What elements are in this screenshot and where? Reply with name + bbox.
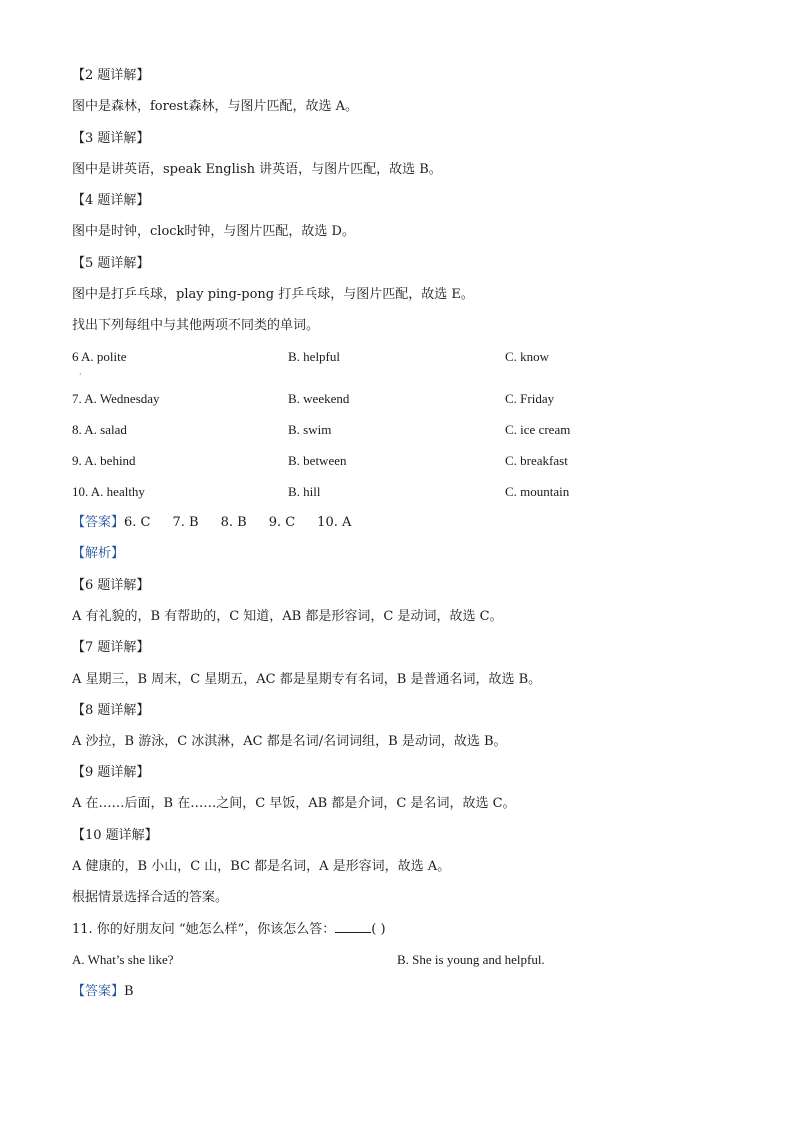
section-heading-q6: 【6 题详解】 bbox=[72, 578, 150, 593]
analysis-tag: 【解析】 bbox=[72, 546, 125, 561]
section-heading-q9: 【9 题详解】 bbox=[72, 765, 150, 780]
section-heading-q2: 【2 题详解】 bbox=[72, 68, 150, 83]
answer-item: 7. B bbox=[172, 515, 199, 530]
option-a: 7. A. Wednesday bbox=[72, 391, 160, 406]
answer-tag: 【答案】 bbox=[72, 515, 125, 530]
instruction-odd-one-out: 找出下列每组中与其他两项不同类的单词。 bbox=[72, 318, 320, 333]
section-heading-q5: 【5 题详解】 bbox=[72, 256, 150, 271]
answer-paren: ( ) bbox=[371, 922, 386, 937]
section-heading-q3: 【3 题详解】 bbox=[72, 131, 150, 146]
answer-line-6-10 bbox=[72, 514, 373, 532]
option-c: C. Friday bbox=[505, 391, 555, 406]
question-11-option-b: B. She is young and helpful. bbox=[397, 952, 545, 967]
explanation-q7: A 星期三，B 周末，C 星期五，AC 都是星期专有名词，B 是普通名词，故选 B。 bbox=[72, 672, 542, 687]
answer-item: 6. C bbox=[124, 515, 151, 530]
explanation-q5: 图中是打乒乓球，play ping-pong 打乒乓球，与图片匹配，故选 E。 bbox=[72, 287, 474, 302]
option-c: C. mountain bbox=[505, 484, 570, 499]
explanation-q6: A 有礼貌的，B 有帮助的，C 知道，AB 都是形容词，C 是动词，故选 C。 bbox=[72, 609, 503, 624]
answer-line-11 bbox=[72, 983, 134, 1001]
option-a: 8. A. salad bbox=[72, 422, 127, 437]
answer-blank bbox=[335, 920, 371, 933]
question-11-text: 11. 你的好朋友问 “她怎么样”，你该怎么答： bbox=[72, 922, 336, 937]
option-b: B. helpful bbox=[288, 349, 340, 364]
section-heading-q10: 【10 题详解】 bbox=[72, 828, 158, 843]
section-heading-q8: 【8 题详解】 bbox=[72, 703, 150, 718]
explanation-q8: A 沙拉，B 游泳，C 冰淇淋，AC 都是名词/名词词组，B 是动词，故选 B。 bbox=[72, 734, 507, 749]
answer-item: 8. B bbox=[220, 515, 247, 530]
question-11-option-a: A. What’s she like? bbox=[72, 952, 174, 967]
explanation-q3: 图中是讲英语，speak English 讲英语，与图片匹配，故选 B。 bbox=[72, 162, 442, 177]
option-c: C. know bbox=[505, 349, 550, 364]
option-b: B. between bbox=[288, 453, 347, 468]
question-11-stem bbox=[72, 920, 386, 939]
answer-value: B bbox=[124, 984, 134, 999]
explanation-q4: 图中是时钟，clock时钟，与图片匹配，故选 D。 bbox=[72, 224, 355, 239]
section-heading-q4: 【4 题详解】 bbox=[72, 193, 150, 208]
option-a: 9. A. behind bbox=[72, 453, 136, 468]
answer-tag: 【答案】 bbox=[72, 984, 125, 999]
answer-item: 10. A bbox=[317, 515, 352, 530]
option-c: C. breakfast bbox=[505, 453, 568, 468]
option-b: B. hill bbox=[288, 484, 321, 499]
option-a: 6 A. polite bbox=[72, 349, 127, 364]
instruction-situational: 根据情景选择合适的答案。 bbox=[72, 890, 229, 905]
explanation-q2: 图中是森林，forest森林，与图片匹配，故选 A。 bbox=[72, 99, 358, 114]
stray-dot: · bbox=[79, 370, 82, 379]
option-b: B. weekend bbox=[288, 391, 350, 406]
section-heading-q7: 【7 题详解】 bbox=[72, 640, 150, 655]
option-a: 10. A. healthy bbox=[72, 484, 145, 499]
option-c: C. ice cream bbox=[505, 422, 571, 437]
answer-item: 9. C bbox=[268, 515, 296, 530]
explanation-q10: A 健康的，B 小山，C 山，BC 都是名词，A 是形容词，故选 A。 bbox=[72, 859, 451, 874]
explanation-q9: A 在……后面，B 在……之间，C 早饭，AB 都是介词，C 是名词，故选 C。 bbox=[72, 796, 516, 811]
option-b: B. swim bbox=[288, 422, 332, 437]
